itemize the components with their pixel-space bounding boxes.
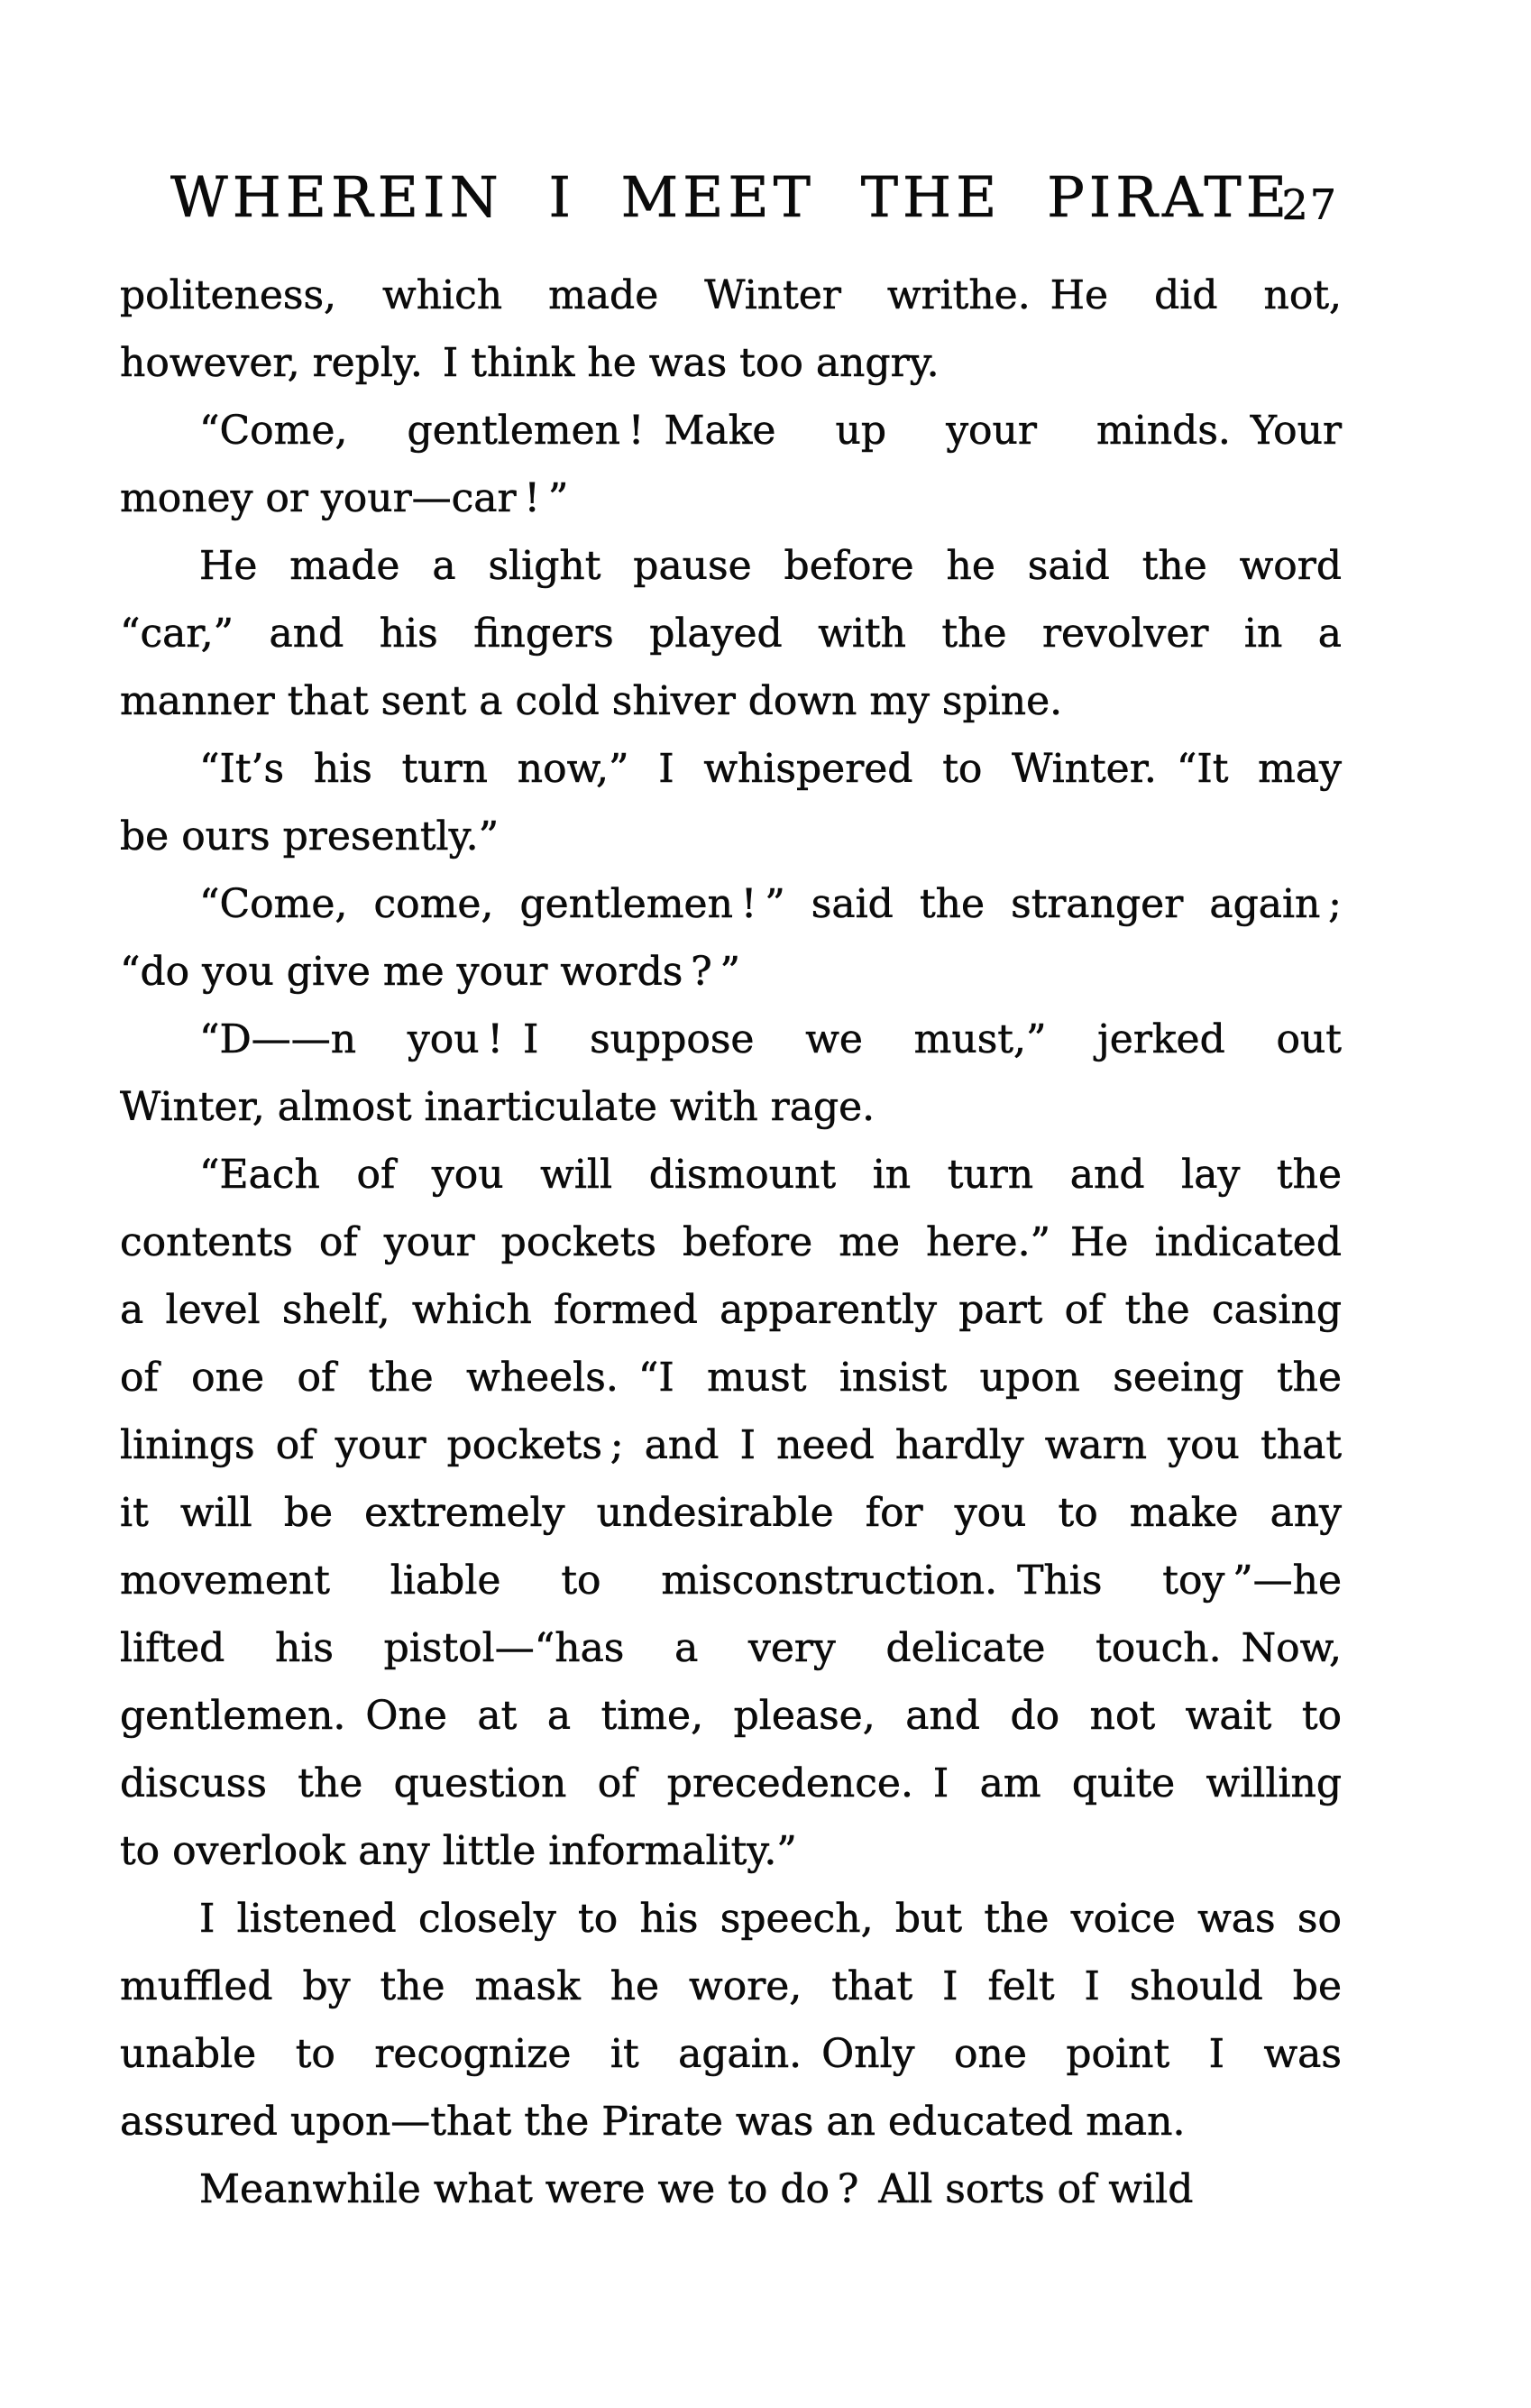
text-line: however, reply. I think he was too angry. [120, 340, 940, 386]
page-number: 27 [1281, 180, 1338, 229]
text-line: it will be extremely undesirable for you to make any [120, 1490, 1342, 1536]
text-line: “D——n you ! I suppose we must,” jerked out [199, 1016, 1342, 1062]
text-line: Meanwhile what were we to do ? All sorts of wild [199, 2166, 1194, 2212]
text-line: “car,” and his fingers played with the revolver in a [120, 611, 1342, 657]
text-line: “Come, come, gentlemen ! ” said the stranger again ; [199, 881, 1342, 927]
text-line: politeness, which made Winter writhe. He did not, [120, 272, 1342, 318]
text-line: gentlemen. One at a time, please, and do not wait to [120, 1693, 1342, 1739]
text-line: movement liable to misconstruction. This toy ”—he [120, 1558, 1342, 1604]
text-line: contents of your pockets before me here.” He indicated [120, 1219, 1342, 1265]
text-line: discuss the question of precedence. I am quite willing [120, 1760, 1342, 1806]
text-line: of one of the wheels. “I must insist upon seeing the [120, 1355, 1342, 1401]
text-line: money or your—car ! ” [120, 475, 569, 521]
text-line: “Come, gentlemen ! Make up your minds. Your [199, 408, 1342, 454]
text-line: be ours presently.” [120, 813, 500, 859]
text-line: muffled by the mask he wore, that I felt I should be [120, 1963, 1342, 2009]
text-line: “It’s his turn now,” I whispered to Winter. “It may [199, 746, 1342, 792]
page-header [120, 164, 1342, 231]
text-line: “do you give me your words ? ” [120, 949, 740, 995]
text-line: He made a slight pause before he said the word [199, 543, 1342, 589]
text-line: I listened closely to his speech, but the voice was so [199, 1896, 1342, 1942]
text-line: linings of your pockets ; and I need hardly warn you that [120, 1422, 1342, 1468]
running-title: WHEREIN I MEET THE PIRATE [170, 164, 1291, 230]
page-body [120, 262, 1342, 2223]
text-line: unable to recognize it again. Only one point I was [120, 2031, 1342, 2077]
text-line: Winter, almost inarticulate with rage. [120, 1084, 876, 1130]
text-line: “Each of you will dismount in turn and lay the [199, 1152, 1342, 1198]
text-line: to overlook any little informality.” [120, 1828, 797, 1874]
text-line: manner that sent a cold shiver down my spine. [120, 678, 1063, 724]
text-line: assured upon—that the Pirate was an educated man. [120, 2099, 1186, 2145]
text-line: a level shelf, which formed apparently part of the casing [120, 1287, 1342, 1333]
text-line: lifted his pistol—“has a very delicate touch. Now, [120, 1625, 1342, 1671]
